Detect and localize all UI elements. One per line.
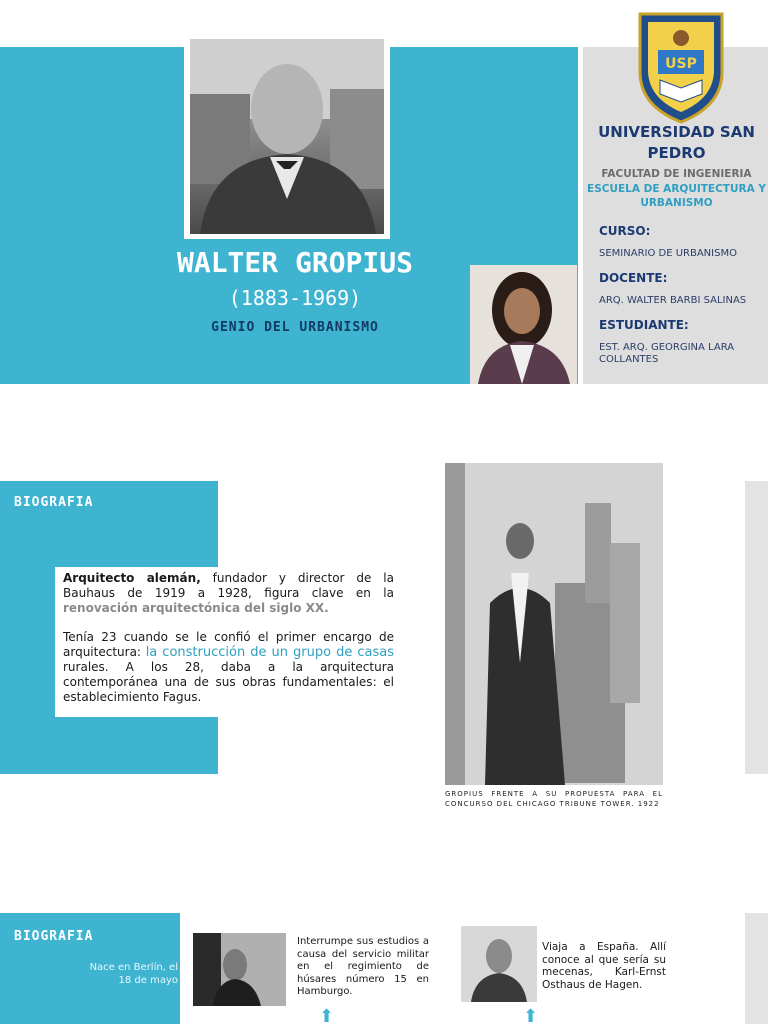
bio-p1-highlight: renovación arquitectónica del siglo XX.: [63, 601, 329, 615]
bio-section-title: BIOGRAFIA: [14, 495, 94, 510]
photo-caption: GROPIUS FRENTE A SU PROPUESTA PARA EL CONCURSO DEL CHICAGO TRIBUNE TOWER. 1922: [445, 790, 663, 808]
bio-paragraph-2: [63, 630, 394, 705]
course-label: CURSO:: [599, 224, 651, 238]
teacher-label: DOCENTE:: [599, 271, 668, 285]
timeline-born-text: Nace en Berlín, el 18 de mayo: [89, 962, 178, 986]
bio-bold-lead: Arquitecto alemán,: [63, 571, 201, 585]
student-value: EST. ARQ. GEORGINA LARA COLLANTES: [599, 342, 735, 365]
arrow-up-icon: ⬆: [523, 1006, 539, 1027]
student-photo: [470, 265, 577, 384]
gropius-portrait-photo: [190, 39, 384, 234]
bio-paragraph-1: [63, 571, 394, 616]
bio-text-card: [55, 567, 402, 717]
osthaus-portrait-photo: [461, 926, 537, 1002]
timeline-event-spain: Viaja a España. Allí conoce al que sería su mecenas, Karl-Ernst Osthaus de Hagen.: [542, 941, 666, 991]
university-name: UNIVERSIDAD SAN PEDRO: [598, 123, 755, 162]
faculty-name: FACULTAD DE INGENIERIA: [601, 168, 752, 180]
side-strip-2: [745, 913, 768, 1024]
bio-p2-highlight: la construcción de un grupo de casas: [145, 645, 394, 660]
bio-p1-text: fundador y director de la Bauhaus de 1919 a 1928, figura clave en la: [63, 571, 394, 600]
side-strip: [745, 481, 768, 774]
bio-p2-text-2: rurales. A los 28, daba a la arquitectura contemporánea una de sus obras fundamentales: el establecimiento Fagus.: [63, 660, 394, 704]
student-label: ESTUDIANTE:: [599, 318, 689, 332]
teacher-value: ARQ. WALTER BARBI SALINAS: [599, 295, 747, 306]
page-subtitle: GENIO DEL URBANISMO: [211, 320, 379, 335]
bio-p2-text-1: Tenía 23 cuando se le confió el primer encargo de arquitectura:: [63, 630, 394, 659]
timeline-event-military: Interrumpe sus estudios a causa del servicio militar en el regimiento de húsares número 15 en Hamburgo.: [297, 936, 429, 997]
timeline-section-title: BIOGRAFIA: [14, 929, 94, 944]
young-gropius-photo: [193, 933, 286, 1006]
university-crest-logo: [634, 10, 728, 124]
course-value: SEMINARIO DE URBANISMO: [599, 248, 737, 259]
arrow-up-icon: ⬆: [132, 1006, 148, 1027]
gropius-tower-photo: [445, 463, 663, 785]
svg-text:USP: USP: [665, 56, 697, 72]
arrow-up-icon: ⬆: [319, 1006, 335, 1027]
life-years: (1883-1969): [228, 286, 362, 310]
school-name: ESCUELA DE ARQUITECTURA Y URBANISMO: [587, 183, 766, 209]
page-title: WALTER GROPIUS: [176, 246, 413, 279]
